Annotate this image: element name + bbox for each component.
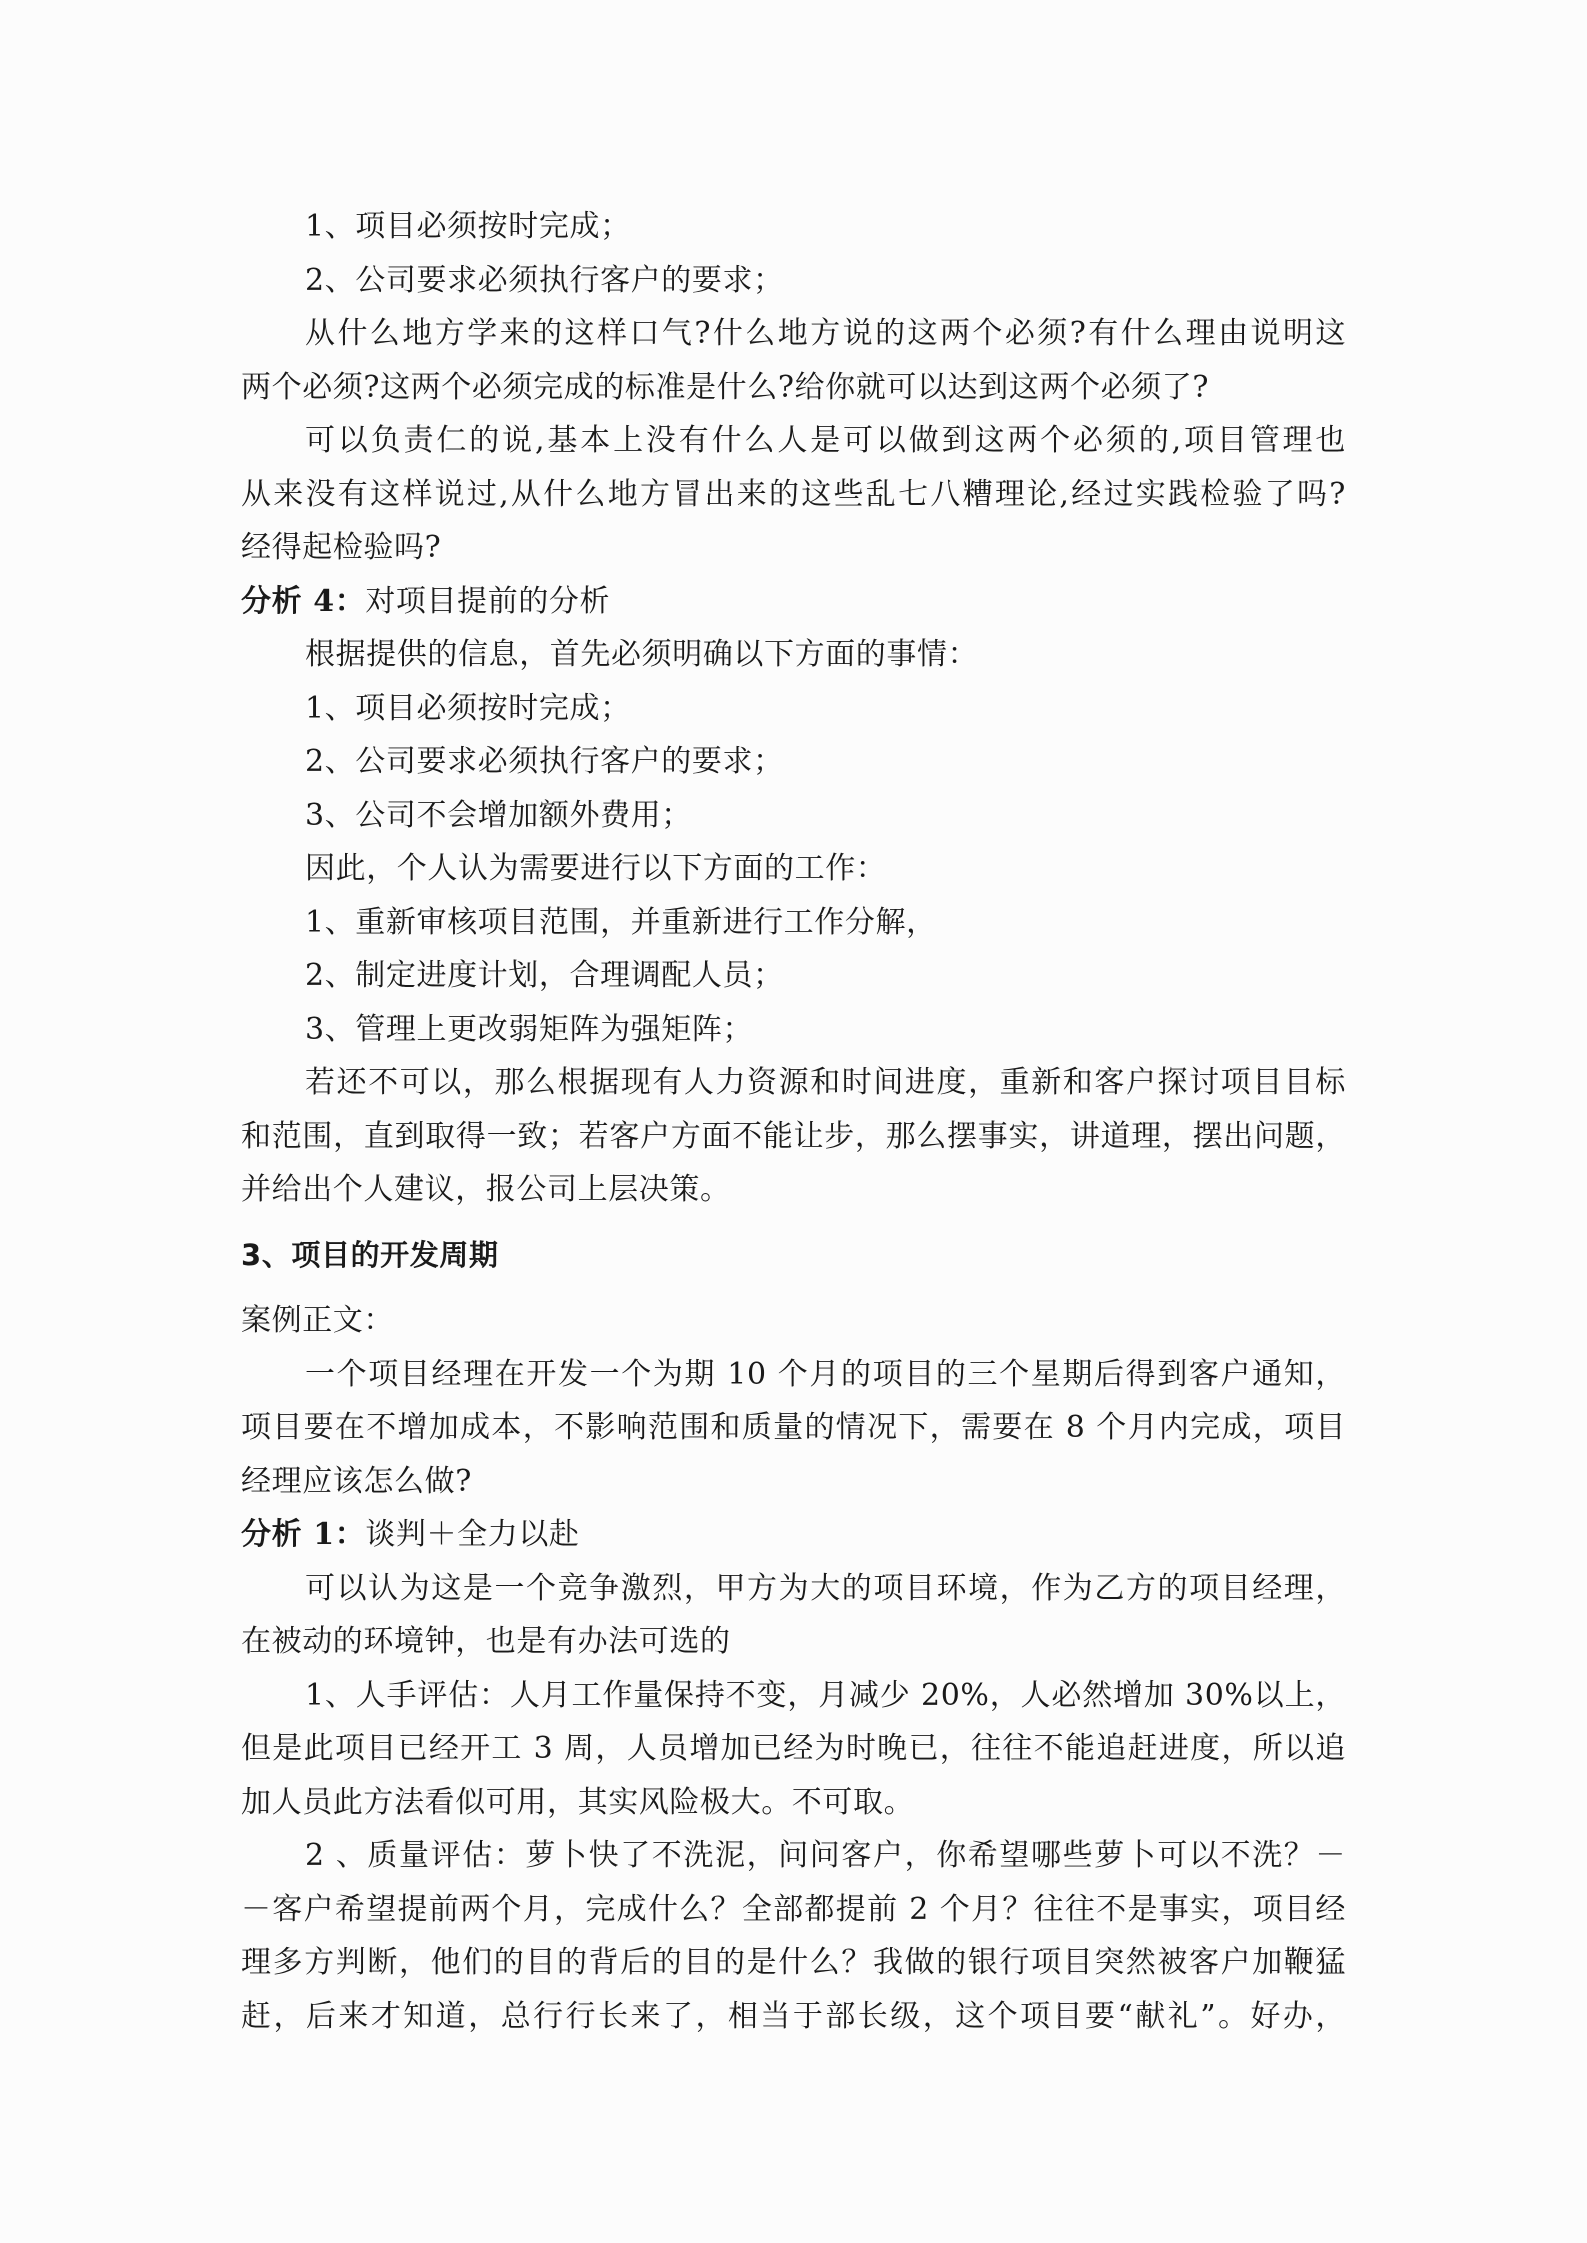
paragraph-line: 根据提供的信息，首先必须明确以下方面的事情： (305, 637, 979, 672)
paragraph-line: 项目要在不增加成本，不影响范围和质量的情况下，需要在 8 个月内完成，项目 (241, 1410, 1346, 1445)
paragraph-line: 和范围，直到取得一致；若客户方面不能让步，那么摆事实，讲道理，摆出问题， (241, 1118, 1346, 1154)
paragraph-line: 可以认为这是一个竞争激烈，甲方为大的项目环境，作为乙方的项目经理， (305, 1570, 1346, 1606)
paragraph-line: 经得起检验吗? (241, 530, 442, 565)
paragraph-line: 赶，后来才知道，总行行长来了，相当于部长级，这个项目要“献礼”。好办， (241, 1998, 1346, 2034)
analysis-title: 对项目提前的分析 (365, 583, 611, 619)
paragraph-line: 理多方判断，他们的目的背后的目的是什么？我做的银行项目突然被客户加鞭猛 (241, 1945, 1346, 1980)
paragraph-line: 经理应该怎么做? (241, 1463, 472, 1499)
paragraph-line: 从来没有这样说过,从什么地方冒出来的这些乱七八糟理论,经过实践检验了吗? (241, 476, 1346, 512)
paragraph-line: 若还不可以，那么根据现有人力资源和时间进度，重新和客户探讨项目目标 (305, 1065, 1346, 1100)
analysis-label: 分析 1： (241, 1517, 366, 1552)
paragraph-line: 但是此项目已经开工 3 周，人员增加已经为时晚已，往往不能追赶进度，所以追 (241, 1731, 1346, 1766)
list-item: 3、公司不会增加额外费用； (305, 797, 692, 833)
paragraph-line: －客户希望提前两个月，完成什么？全部都提前 2 个月？往往不是事实，项目经 (241, 1891, 1346, 1927)
paragraph-line: 两个必须?这两个必须完成的标准是什么?给你就可以达到这两个必须了? (241, 369, 1210, 405)
paragraph-line: 可以负责仁的说,基本上没有什么人是可以做到这两个必须的,项目管理也 (305, 423, 1346, 458)
paragraph-line: 1、项目必须按时完成； (305, 209, 631, 244)
list-item: 2、制定进度计划，合理调配人员； (305, 958, 784, 993)
list-item: 2、公司要求必须执行客户的要求； (305, 744, 784, 779)
analysis-heading (241, 575, 1346, 629)
paragraph-line: 因此，个人认为需要进行以下方面的工作： (305, 851, 887, 886)
paragraph-line: 一个项目经理在开发一个为期 10 个月的项目的三个星期后得到客户通知， (305, 1356, 1346, 1392)
document-page (241, 200, 1346, 2043)
list-item: 1、重新审核项目范围，并重新进行工作分解， (305, 904, 937, 940)
analysis-heading (241, 1508, 1346, 1562)
list-item: 1、项目必须按时完成； (305, 690, 631, 726)
analysis-title: 谈判＋全力以赴 (365, 1517, 580, 1552)
section-heading: 3、项目的开发周期 (241, 1237, 499, 1272)
paragraph-line: 2 、质量评估：萝卜快了不洗泥，问问客户，你希望哪些萝卜可以不洗？－ (305, 1838, 1346, 1873)
analysis-label: 分析 4： (241, 583, 366, 619)
paragraph-line: 并给出个人建议，报公司上层决策。 (241, 1172, 731, 1207)
case-label: 案例正文： (241, 1303, 394, 1338)
paragraph-line: 1、人手评估：人月工作量保持不变，月减少 20%，人必然增加 30%以上， (305, 1677, 1346, 1713)
paragraph-line: 在被动的环境钟，也是有办法可选的 (241, 1624, 731, 1659)
paragraph-line: 加人员此方法看似可用，其实风险极大。不可取。 (241, 1784, 915, 1820)
paragraph-line: 2、公司要求必须执行客户的要求； (305, 262, 784, 298)
list-item: 3、管理上更改弱矩阵为强矩阵； (305, 1011, 754, 1047)
paragraph-line: 从什么地方学来的这样口气?什么地方说的这两个必须?有什么理由说明这 (305, 316, 1346, 351)
